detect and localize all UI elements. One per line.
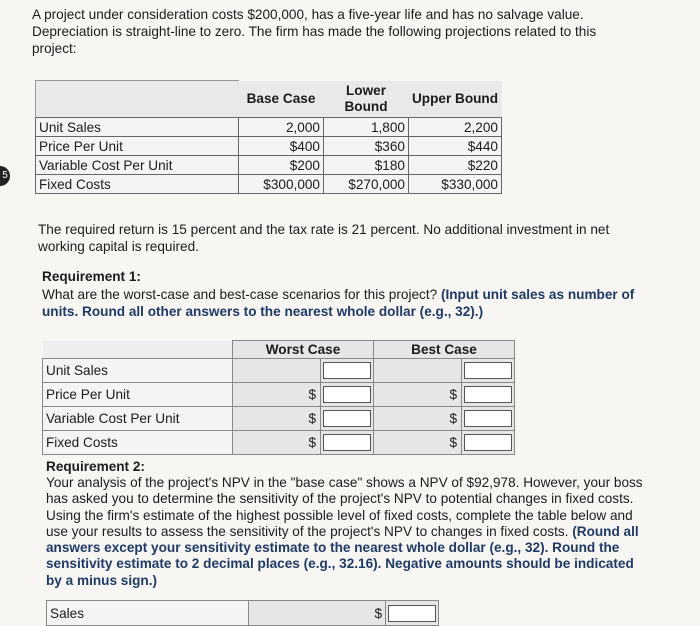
row-label: Variable Cost Per Unit bbox=[43, 407, 233, 431]
header-upper-bound: Upper Bound bbox=[409, 81, 502, 118]
cell-value: $330,000 bbox=[409, 175, 502, 194]
table-row bbox=[43, 407, 515, 431]
header-lower-bound: Lower Bound bbox=[324, 81, 409, 118]
req1-instruction: (Input unit sales as number of units. Round all other answers to the nearest whole dollar (e.g., 32).) bbox=[42, 287, 635, 319]
currency-symbol bbox=[233, 359, 321, 383]
currency-symbol: $ bbox=[233, 407, 321, 431]
row-label: Price Per Unit bbox=[36, 137, 239, 156]
scenario-table bbox=[42, 340, 515, 455]
projections-table bbox=[35, 80, 502, 194]
cell-value: $440 bbox=[409, 137, 502, 156]
currency-symbol: $ bbox=[233, 431, 321, 455]
req1-question-block bbox=[42, 286, 642, 320]
sensitivity-table bbox=[46, 600, 439, 626]
currency-symbol: $ bbox=[374, 407, 462, 431]
best-variable-cost-input[interactable] bbox=[464, 410, 512, 427]
currency-symbol: $ bbox=[233, 383, 321, 407]
table-row bbox=[36, 118, 502, 137]
scenario-header-row bbox=[43, 341, 515, 359]
header-worst-case: Worst Case bbox=[233, 341, 374, 359]
cell-value: $200 bbox=[239, 156, 324, 175]
row-label: Unit Sales bbox=[43, 359, 233, 383]
row-label: Variable Cost Per Unit bbox=[36, 156, 239, 175]
header-best-case: Best Case bbox=[374, 341, 515, 359]
req2-title: Requirement 2: bbox=[46, 459, 145, 474]
cell-value: 2,200 bbox=[409, 118, 502, 137]
worst-variable-cost-input[interactable] bbox=[323, 410, 371, 427]
cell-value: 2,000 bbox=[239, 118, 324, 137]
currency-symbol: $ bbox=[374, 383, 462, 407]
req2-instruction: (Round all answers except your sensitivity estimate to the nearest whole dollar (e.g., 32). Round the sensitivity estimate to 2 decimal places (e.g., 32.16). Negative amounts should be indicated by a minus sign.) bbox=[46, 523, 639, 588]
row-label: Fixed Costs bbox=[43, 431, 233, 455]
cell-value: $360 bbox=[324, 137, 409, 156]
table-row bbox=[36, 156, 502, 175]
table-row bbox=[36, 175, 502, 194]
cell-value: $300,000 bbox=[239, 175, 324, 194]
projections-header-row bbox=[36, 81, 502, 118]
worst-unit-sales-input[interactable] bbox=[323, 362, 371, 379]
currency-symbol: $ bbox=[374, 431, 462, 455]
currency-symbol bbox=[374, 359, 462, 383]
row-label: Unit Sales bbox=[36, 118, 239, 137]
page-edge-marker: 5 bbox=[0, 166, 10, 186]
best-unit-sales-input[interactable] bbox=[464, 362, 512, 379]
currency-symbol: $ bbox=[249, 601, 386, 626]
cell-value: $270,000 bbox=[324, 175, 409, 194]
table-row bbox=[43, 431, 515, 455]
best-fixed-costs-input[interactable] bbox=[464, 434, 512, 451]
table-row bbox=[43, 383, 515, 407]
row-label: Fixed Costs bbox=[36, 175, 239, 194]
worst-price-input[interactable] bbox=[323, 386, 371, 403]
header-base-case: Base Case bbox=[239, 81, 324, 118]
row-label: Price Per Unit bbox=[43, 383, 233, 407]
table-row bbox=[36, 137, 502, 156]
cell-value: $180 bbox=[324, 156, 409, 175]
req2-body-block bbox=[46, 475, 646, 589]
req1-title: Requirement 1: bbox=[42, 269, 141, 284]
cell-value: $220 bbox=[409, 156, 502, 175]
req1-question: What are the worst-case and best-case scenarios for this project? bbox=[42, 287, 438, 302]
cell-value: 1,800 bbox=[324, 118, 409, 137]
required-return-text: The required return is 15 percent and the tax rate is 21 percent. No additional investment in net working capital is required. bbox=[38, 222, 610, 254]
worst-fixed-costs-input[interactable] bbox=[323, 434, 371, 451]
row-label: Sales bbox=[47, 601, 249, 626]
sales-input[interactable] bbox=[388, 605, 436, 622]
cell-value: $400 bbox=[239, 137, 324, 156]
best-price-input[interactable] bbox=[464, 386, 512, 403]
intro-text: A project under consideration costs $200,000, has a five-year life and has no salvage value. Depreciation is straight-line to zero. The firm has made the following projections related to this project: bbox=[32, 7, 597, 56]
req2-body: Your analysis of the project's NPV in the "base case" shows a NPV of $92,978. However, your boss has asked you to determine the sensitivity of the project's NPV to potential changes in fixed costs. Using the firm's estimate of the highest possible level of fixed costs, complete the table below and use your results to assess the sensitivity of the project's NPV to changes in fixed costs. bbox=[46, 475, 643, 539]
table-row bbox=[43, 359, 515, 383]
